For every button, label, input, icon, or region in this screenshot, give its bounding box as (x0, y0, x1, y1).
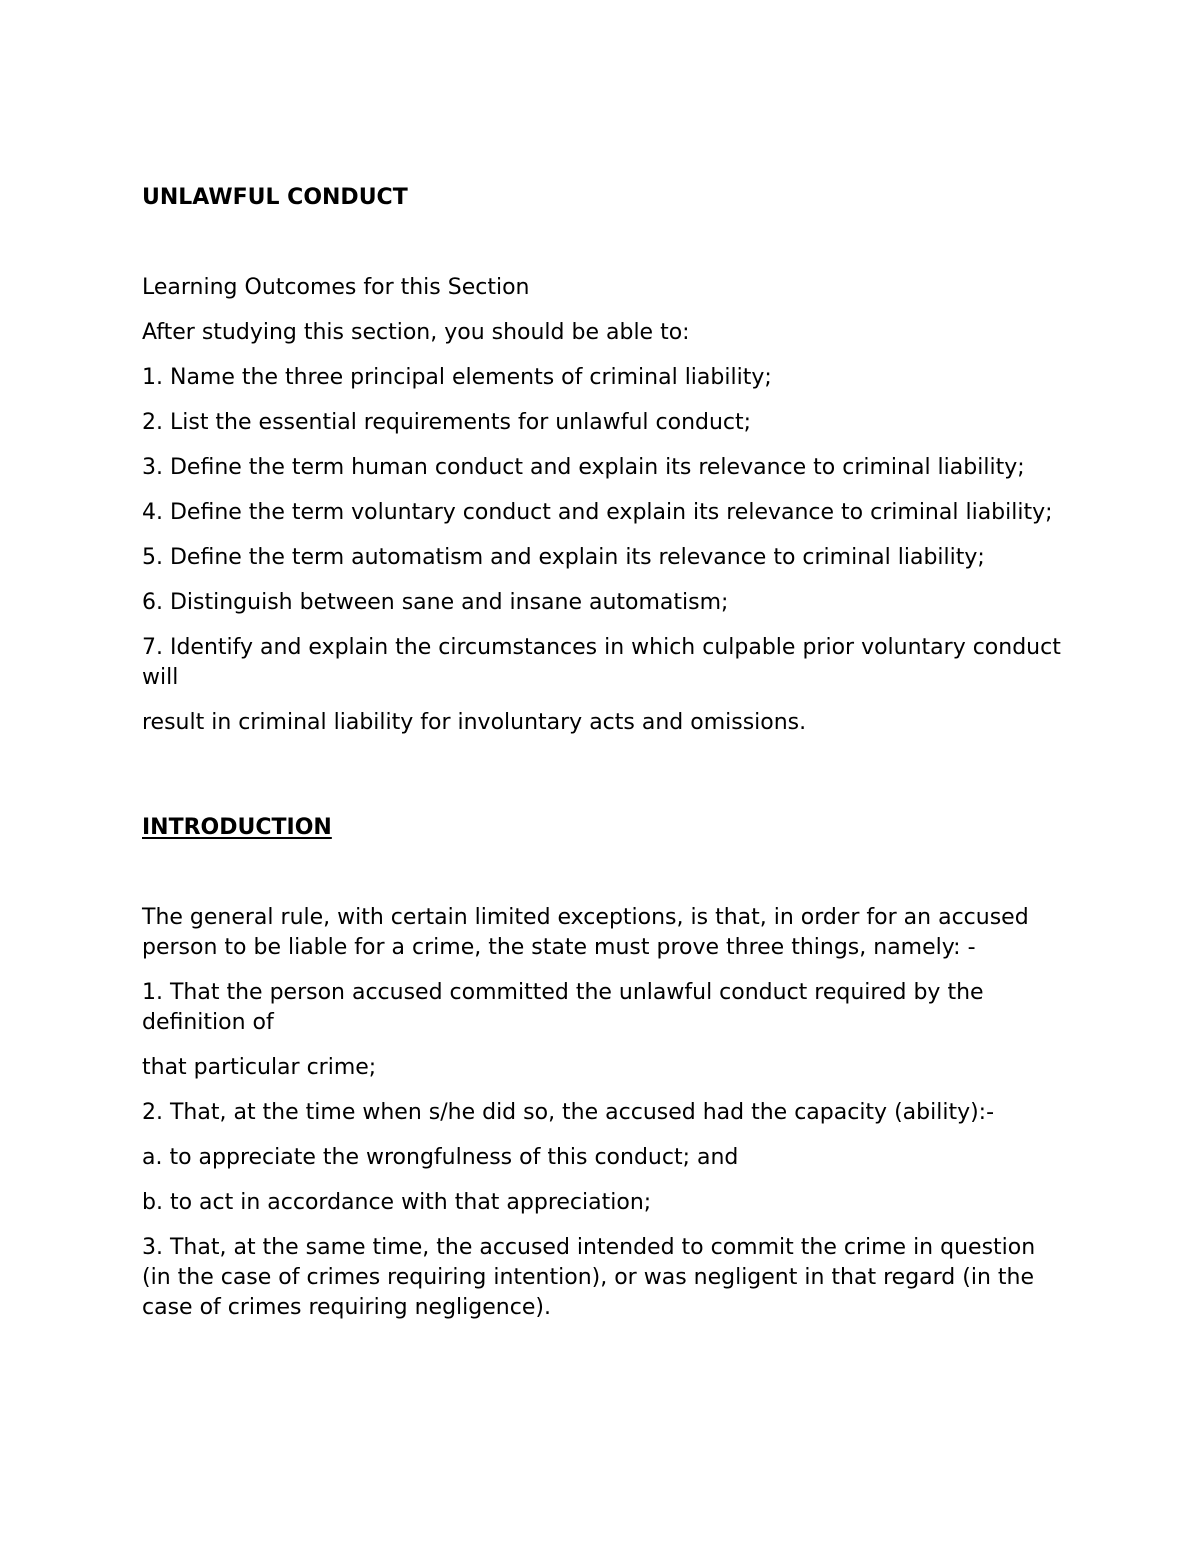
introduction-heading: INTRODUCTION (142, 815, 332, 840)
outcome-item: result in criminal liability for involuntary acts and omissions. (142, 710, 807, 735)
intro-paragraph: 3. That, at the same time, the accused intended to commit the crime in question (in the case of crimes requiring intention), or was negligent in that regard (in the case of crimes requiring negligence). (142, 1235, 1036, 1320)
spacer (142, 843, 1062, 903)
intro-paragraph: The general rule, with certain limited exceptions, is that, in order for an accused person to be liable for a crime, the state must prove three things, namely: - (142, 905, 1029, 960)
spacer (142, 213, 1062, 273)
spacer (142, 753, 1062, 813)
intro-paragraph: b. to act in accordance with that appreciation; (142, 1190, 652, 1215)
document-title: UNLAWFUL CONDUCT (142, 185, 408, 210)
outcome-item: 7. Identify and explain the circumstances in which culpable prior voluntary conduct will (142, 635, 1061, 690)
outcome-item: 3. Define the term human conduct and explain its relevance to criminal liability; (142, 455, 1025, 480)
outcome-item: 1. Name the three principal elements of criminal liability; (142, 365, 772, 390)
document-body (142, 183, 1062, 1338)
intro-paragraph: that particular crime; (142, 1055, 377, 1080)
outcome-item: 5. Define the term automatism and explain its relevance to criminal liability; (142, 545, 985, 570)
learning-outcomes-intro: After studying this section, you should be able to: (142, 320, 690, 345)
intro-paragraph: 1. That the person accused committed the unlawful conduct required by the definition of (142, 980, 984, 1035)
outcome-item: 4. Define the term voluntary conduct and explain its relevance to criminal liability; (142, 500, 1053, 525)
intro-paragraph: a. to appreciate the wrongfulness of this conduct; and (142, 1145, 739, 1170)
intro-paragraph: 2. That, at the time when s/he did so, the accused had the capacity (ability):- (142, 1100, 995, 1125)
outcome-item: 6. Distinguish between sane and insane automatism; (142, 590, 729, 615)
learning-outcomes-heading: Learning Outcomes for this Section (142, 275, 530, 300)
outcome-item: 2. List the essential requirements for unlawful conduct; (142, 410, 752, 435)
